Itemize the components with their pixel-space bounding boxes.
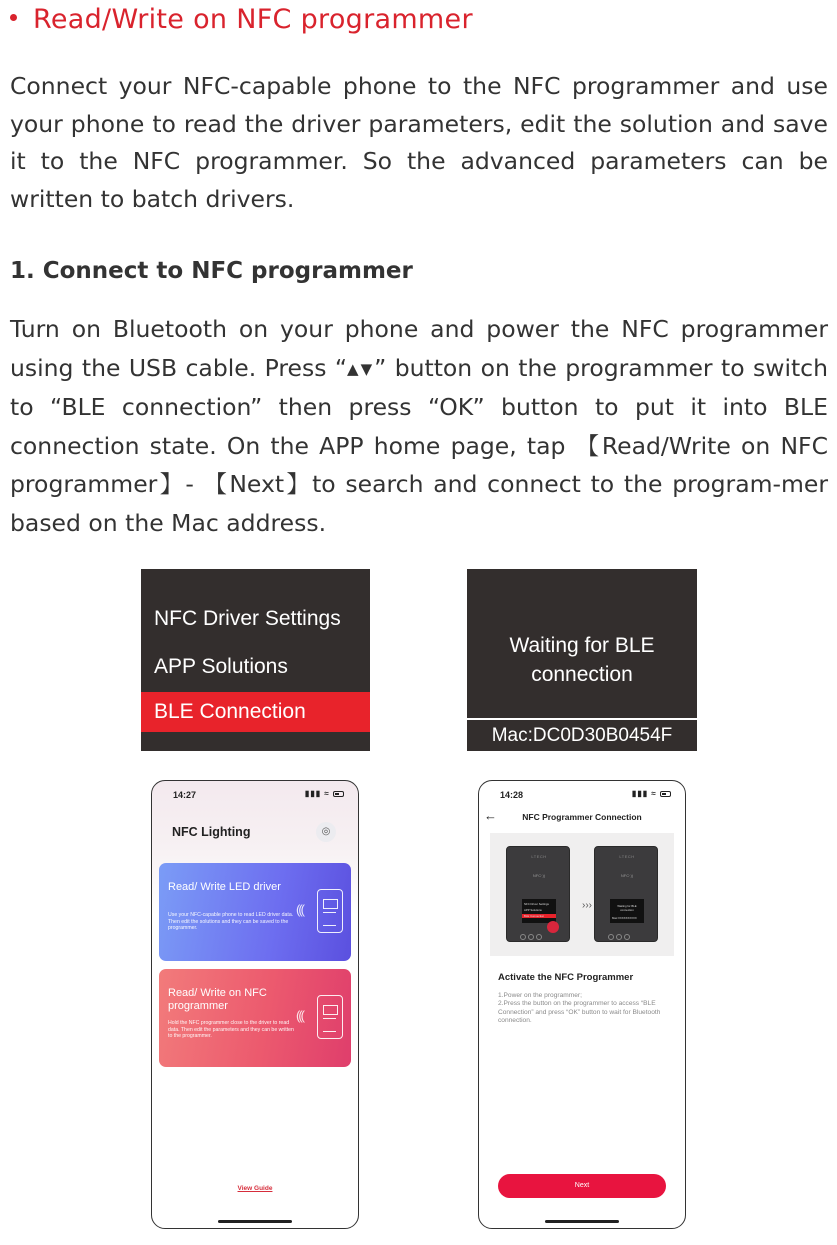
next-button[interactable]: Next bbox=[498, 1174, 666, 1198]
view-guide-link[interactable]: View Guide bbox=[237, 1185, 273, 1192]
lcd-line: NFC Driver Settings bbox=[524, 902, 549, 906]
phone-home-screen bbox=[151, 780, 359, 1229]
nfc-label: NFC·)) bbox=[532, 873, 546, 878]
mac-address: Mac:DC0D30B0454F bbox=[491, 725, 673, 746]
intro-paragraph: Connect your NFC-capable phone to the NFC programmer and use your phone to read the driver parameters, edit the solution and save it to the NFC programmer. So the advanced parameters can be written to batch drivers. bbox=[10, 72, 828, 213]
wifi-icon: ≈ bbox=[651, 789, 657, 798]
bullet-dot-icon bbox=[10, 14, 17, 21]
device-lcd bbox=[610, 899, 644, 923]
lcd-line-selected: BLE Connection bbox=[522, 914, 556, 918]
device-lcd bbox=[522, 899, 556, 923]
step-paragraph bbox=[10, 310, 828, 542]
screen-divider bbox=[467, 718, 697, 720]
instructions-text: 1.Power on the programmer; 2.Press the button on the programmer to access “BLE Connection” and press “OK” button to wait for Bluetooth connection. bbox=[498, 992, 661, 1024]
menu-item-app-solutions: APP Solutions bbox=[154, 655, 288, 678]
touch-indicator bbox=[547, 921, 559, 933]
back-arrow-icon[interactable]: ← bbox=[484, 808, 497, 823]
step-heading: 1. Connect to NFC programmer bbox=[10, 258, 413, 284]
status-time: 14:28 bbox=[500, 790, 524, 800]
settings-icon[interactable]: ◎ bbox=[316, 822, 336, 842]
lcd-line: Mac:XXXXXXXXXX bbox=[612, 916, 637, 920]
phone-device-icon bbox=[317, 889, 343, 933]
home-indicator bbox=[545, 1220, 619, 1223]
waiting-text: Waiting for BLE connection bbox=[509, 634, 655, 686]
menu-item-ble-connection: BLE Connection bbox=[141, 692, 370, 732]
home-indicator bbox=[218, 1220, 292, 1223]
menu-item-nfc-driver-settings: NFC Driver Settings bbox=[154, 607, 341, 630]
page-header: NFC Programmer Connection bbox=[522, 812, 642, 822]
battery-icon bbox=[660, 791, 671, 797]
lcd-line: APP Solutions bbox=[524, 908, 542, 912]
activate-title: Activate the NFC Programmer bbox=[498, 972, 634, 983]
wifi-icon: ≈ bbox=[324, 789, 330, 798]
lcd-line: Waiting for BLE connection bbox=[617, 904, 637, 912]
nfc-waves-icon: ((( bbox=[296, 902, 303, 917]
step-text-a: Turn on Bluetooth on your phone and power the NFC programmer using the USB cable. Press “ bbox=[10, 315, 828, 382]
brand-label: LTECH bbox=[531, 854, 547, 859]
section-title-text: Read/Write on NFC programmer bbox=[33, 4, 473, 35]
card-description: Hold the NFC programmer close to the driver to read data. Then edit the parameters and they can be written to the programmer. bbox=[168, 1020, 294, 1039]
section-title bbox=[10, 4, 473, 35]
signal-icon: ▮▮▮ bbox=[304, 789, 322, 798]
phone-connection-screen bbox=[478, 780, 686, 1229]
card-read-write-led-driver[interactable] bbox=[159, 863, 351, 961]
programmer-device-icon bbox=[317, 995, 343, 1039]
nfc-label: NFC·)) bbox=[620, 873, 634, 878]
programmer-device-a bbox=[506, 846, 570, 942]
status-icons bbox=[632, 789, 671, 798]
app-title: NFC Lighting bbox=[172, 825, 251, 839]
status-time: 14:27 bbox=[173, 790, 197, 800]
card-title: Read/ Write on NFC programmer bbox=[168, 987, 267, 1012]
programmer-waiting-screen bbox=[467, 569, 697, 751]
up-down-arrows-icon: ▲▼ bbox=[347, 359, 375, 378]
programmer-illustration bbox=[490, 833, 674, 956]
programmer-menu-screen bbox=[141, 569, 370, 751]
nfc-waves-icon: ((( bbox=[296, 1008, 303, 1023]
card-read-write-nfc-programmer[interactable] bbox=[159, 969, 351, 1067]
status-icons bbox=[305, 789, 344, 798]
signal-icon: ▮▮▮ bbox=[631, 789, 649, 798]
step-text-b: ” button on the programmer to switch to “BLE connection” then press “OK” button to put it into BLE connection state. On the APP home page, tap 【Read/Write on NFC programmer】- 【Next】to search and connect to the program-mer based on the Mac address. bbox=[10, 353, 828, 537]
programmer-device-b bbox=[594, 846, 658, 942]
card-title: Read/ Write LED driver bbox=[168, 881, 281, 893]
brand-label: LTECH bbox=[619, 854, 635, 859]
battery-icon bbox=[333, 791, 344, 797]
device-buttons bbox=[608, 927, 648, 935]
chevrons-icon: ››› bbox=[582, 900, 592, 911]
card-description: Use your NFC-capable phone to read LED driver data. Then edit the solutions and they can be saved to the programmer. bbox=[168, 912, 294, 931]
